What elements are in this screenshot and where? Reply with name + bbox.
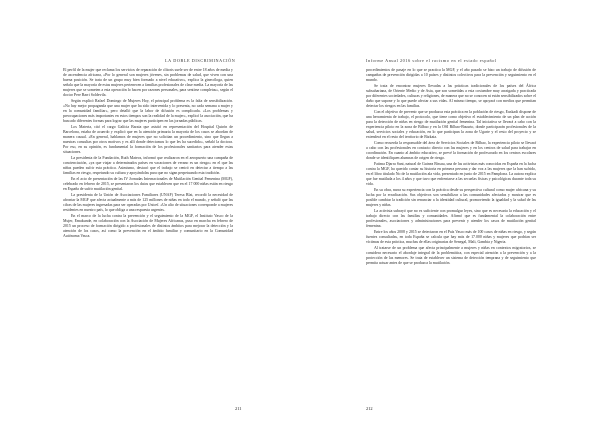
right-text-column (366, 68, 536, 267)
paragraph: Según explicó Rafael Domingo de Mujeres Hoy, el principal problema es la falta de sensibilización. «No hay mejor propaganda que una mujer que ha sido intervenida y lo presenta, no cada semana a mujer y en la comunidad familiar», pero detalló que la labor de difusión es complicada. «Los problemas y preocupaciones más importantes en estos tiempos son la realidad de la mujer», explicó la asociación, que ha buscado diferentes formas para lograr que las mujeres participen en las jornadas públicas. (63, 99, 233, 124)
right-page (300, 0, 600, 424)
running-head-right: Informe Anual 2016 sobre el racismo en el estado español (366, 58, 497, 63)
paragraph: Al tratarse de un problema que afecta principalmente a mujeres y niñas en contextos migratorios, se considera necesario el abordaje integral de la problemática, con especial atención a la prevención y a la protección de las menores. Se trata de establecer un sistema de detección temprana y de seguimiento que permita actuar antes de que se produzca la mutilación. (366, 245, 536, 265)
paragraph: Como recuerda la responsable del área de Servicios Sociales de Bilbao, la experiencia piloto se llevará a cabo con las profesionales en contacto directo con las mujeres y en los centros de salud para trabajar en coordinación. En cuanto al ámbito educativo, se prevé la formación de profesorado en los centros escolares donde se identifiquen alumnas de origen de riesgo. (366, 140, 536, 161)
left-text-column (63, 68, 233, 240)
page-number-right: 212 (366, 406, 373, 411)
paragraph: Con el objetivo de prevenir que se produzca esta práctica en la población de riesgo, Euskadi dispone de una herramienta de trabajo, el protocolo, que tiene como objetivo el establecimiento de un plan de acción para la detección de niñas en riesgo de mutilación genital femenina. Tal iniciativa se llevará a cabo con la experiencia piloto en la zona de Bilbao y en la OSI Bilbao-Basurto, donde participarán profesionales de la salud, servicios sociales y educación, en lo que participan la zona de Ugarte y el resto del proyecto y se extenderá en el resto del territorio de Bizkaia. (366, 109, 536, 140)
paragraph: En su obra, narra su experiencia con la práctica desde su perspectiva cultural como mujer africana y su lucha por la erradicación. Sus objetivos son sensibilizar a las comunidades afectadas y mostrar que es posible cambiar la tradición sin renunciar a la identidad cultural, promoviendo la igualdad y la salud de las mujeres y niñas. (366, 187, 536, 208)
paragraph: La activista subrayó que no es suficiente con promulgar leyes, sino que es necesaria la educación y el trabajo directo con las familias y comunidades. Afirmó que es fundamental la colaboración entre profesionales, asociaciones y administraciones para prevenir y atender los casos de mutilación genital femenina. (366, 208, 536, 228)
page-number-left: 211 (235, 406, 242, 411)
running-head-left: LA DOBLE DISCRIMINACIÓN (165, 58, 236, 63)
paragraph: El perfil de la mujer que reclama los servicios de reparación de clítoris suele ser de entre 18 años de media y de ascendencia africana, «Por lo general son mujeres jóvenes, sin problemas de salud, que viven con una buena posición. Se trata de un grupo muy bien formado a nivel educativo», explica la ginecóloga, quien señala que la mayoría de estas mujeres pertenecen a familias profesionales de clase media. La mayoría de las mujeres que se someten a esta operación lo hacen por razones personales, para sentirse completas», según el doctor Pere Barri Soldevila. (63, 68, 233, 98)
paragraph: En el acto de presentación de las IV Jornadas Internacionales de Mutilación Genital Femenina (MGF), celebrado en febrero de 2015, se presentaron los datos que establecen que en el 17 000 niñas están en riesgo en España de sufrir mutilación genital. (63, 177, 233, 192)
paragraph: procedimientos de pasaje en lo que se practica la MGF, y el año pasado se hizo un trabajo de difusión de campañas de prevención dirigidas a 10 países y distintos colectivos para la prevención y seguimiento en el mundo. (366, 68, 536, 83)
paragraph: Entre los años 2008 y 2015 se detectaron en el País Vasco más de 100 casos de niñas en riesgo, y según fuentes consultadas, en toda España se calcula que hay más de 17.000 niñas y mujeres que podrían ser víctimas de esta práctica, muchas de ellas originarias de Senegal, Mali, Gambia y Nigeria. (366, 229, 536, 244)
paragraph: Se trata de encontrar mujeres llevadas a las prácticas tradicionales de los países del África subsahariana, de Oriente Medio y de Asia, que son sometidas a esta costumbre muy arraigada y practicada por diferentes sociedades, culturas y religiones, de manera que no se conocen ni están sensibilizados sobre el daño que supone y lo que puede afectar a sus vidas. Al mismo tiempo, se apoyará con medios que permitan detectar los riesgos en las familias. (366, 83, 536, 109)
paragraph: Los Materia, citó el cargo Galícia Baraia que asistió en representación del Hospital Quirón de Barcelona, estaba de acuerdo y explicó que en la atención primaria la mayoría de los casos se abordan de manera casual. «En general, hablamos de mujeres que no solicitan un procedimiento, sino que llegan a nuestras consultas por otros motivos y es allí donde detectamos lo que les ha sucedido», señaló la doctora. Por eso, en su opinión, es fundamental la formación de los profesionales sanitarios para atender estas situaciones. (63, 125, 233, 155)
paragraph: En el marco de la lucha contra la prevención y el seguimiento de la MGF, el Instituto Vasco de la Mujer, Emakunde, en colaboración con la Asociación de Mujeres Africanas, puso en marcha en febrero de 2015 un proceso de formación dirigido a profesionales de distintos ámbitos para mejorar la detección y la atención de los casos, así como la prevención en el ámbito familiar y comunitario en la Comunidad Autónoma Vasca. (63, 213, 233, 239)
paragraph: La presidenta de la Unión de Asociaciones Familiares (UNAF) Teresa Blat, recordó la necesidad de afrontar la MGF que afecta actualmente a más de 125 millones de niñas en todo el mundo, y señaló que las cifras de las mujeres ingresadas para ser operadas por Unicef. «Un alto de situaciones corresponde a mujeres residentes en nuestro país, lo que obliga a una respuesta urgente». (63, 192, 233, 213)
paragraph: La presidenta de la Fundación, Ruth Mateos, informó que realizaron en el aeropuerto una campaña de concienciación, «ya que viajar a determinados países en vacaciones de verano es un riesgo» en el que las niñas pueden sufrir esta práctica. Asimismo, destacó que el trabajo se centró en detectar a tiempo a las familias en riesgo, respetando su cultura y apoyándolas para que no sigan perpetuando esta tradición. (63, 156, 233, 176)
paragraph: Fatima Djarra Sani, natural de Guinea Bissau, una de las activistas más conocidas en España en la lucha contra la MGF, ha querido contar su historia en primera persona y dar voz a las mujeres que la han sufrido, en el libro titulado No de la mutilación ala vida, presentado en junio de 2015 en Pamplona. La autora explica que fue mutilada a los 4 años y que tuvo que enfrentarse a las secuelas físicas y psicológicas durante toda su vida. (366, 161, 536, 187)
